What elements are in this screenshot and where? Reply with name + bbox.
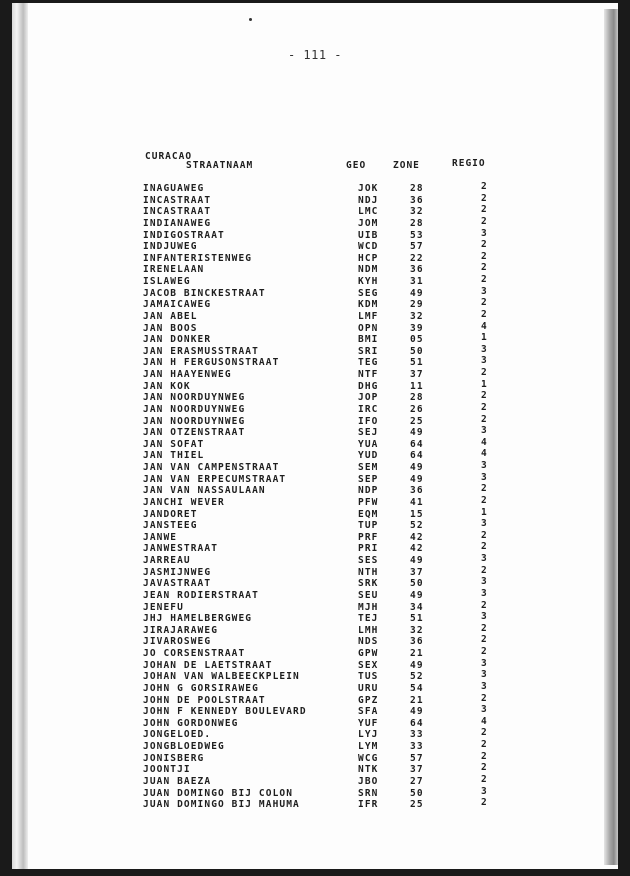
zone-number: 53 (410, 229, 424, 241)
table-row (133, 564, 513, 579)
table-row (133, 206, 513, 218)
street-name: JANWESTRAAT (143, 543, 219, 555)
page-number: - 111 - (287, 48, 343, 62)
street-name: JIRAJARAWEG (143, 624, 219, 636)
document-page (12, 3, 618, 869)
table-row (133, 241, 513, 253)
regio-number: 3 (481, 471, 488, 483)
regio-number: 2 (481, 262, 488, 274)
regio-number: 2 (481, 308, 488, 320)
geo-code: SRN (358, 787, 379, 799)
zone-number: 49 (410, 659, 424, 671)
street-name: JAN SOFAT (143, 438, 205, 450)
zone-number: 31 (410, 276, 424, 287)
regio-number: 2 (481, 541, 488, 553)
table-row (133, 520, 513, 532)
street-name: ISLAWEG (143, 276, 191, 287)
street-name: JAN THIEL (143, 450, 205, 462)
geo-code: SEJ (358, 427, 379, 439)
page-binding-shadow (12, 3, 28, 869)
zone-number: 25 (410, 415, 424, 427)
geo-code: SEX (358, 659, 379, 671)
zone-number: 15 (410, 508, 424, 520)
zone-number: 32 (410, 624, 424, 636)
column-header-zone: ZONE (393, 160, 420, 171)
zone-number: 26 (410, 403, 424, 415)
geo-code: SEM (358, 462, 379, 473)
street-name: JANDORET (143, 508, 198, 520)
geo-code: PRF (358, 531, 379, 543)
regio-number: 2 (481, 367, 488, 378)
regio-number: 3 (481, 460, 488, 471)
regio-number: 2 (481, 750, 488, 762)
regio-number: 2 (481, 773, 488, 785)
street-name: JARREAU (143, 555, 191, 566)
zone-number: 50 (410, 345, 424, 357)
street-name: JOHAN DE LAETSTRAAT (143, 659, 273, 671)
table-row (133, 764, 513, 776)
table-row (133, 299, 513, 311)
regio-number: 3 (481, 587, 488, 599)
table-row (133, 308, 513, 323)
geo-code: URU (358, 682, 379, 694)
zone-number: 41 (410, 496, 424, 508)
geo-code: EQM (358, 508, 379, 520)
geo-code: SRK (358, 578, 379, 590)
geo-code: SEG (358, 287, 379, 299)
geo-code: IRC (358, 403, 379, 415)
regio-number: 2 (481, 215, 488, 227)
zone-number: 28 (410, 217, 424, 229)
zone-number: 37 (410, 566, 424, 578)
geo-code: HCP (358, 252, 379, 264)
zone-number: 64 (410, 438, 424, 450)
geo-code: IFR (358, 799, 379, 811)
table-row (133, 250, 513, 265)
geo-code: SFA (358, 706, 379, 718)
geo-code: NTH (358, 566, 379, 578)
geo-code: DHG (358, 380, 379, 392)
street-name: JOHAN VAN WALBEECKPLEIN (143, 671, 300, 683)
table-row (133, 320, 513, 335)
street-name: JAN NOORDUYNWEG (143, 415, 246, 427)
table-row (133, 369, 513, 381)
regio-number: 3 (481, 518, 488, 530)
table-row (133, 692, 513, 707)
regio-number: 2 (481, 622, 488, 634)
zone-number: 05 (410, 334, 424, 346)
regio-number: 4 (481, 448, 488, 460)
geo-code: PRI (358, 543, 379, 555)
regio-number: 3 (481, 657, 488, 669)
geo-code: TUP (358, 520, 379, 532)
street-name: JAN NOORDUYNWEG (143, 392, 246, 404)
geo-code: TEG (358, 357, 379, 369)
geo-code: JOP (358, 392, 379, 404)
street-name: INDIANAWEG (143, 217, 212, 229)
geo-code: NDP (358, 485, 379, 497)
table-row (133, 599, 513, 614)
geo-code: TUS (358, 671, 379, 683)
table-row (133, 636, 513, 648)
regio-number: 3 (481, 785, 488, 797)
zone-number: 49 (410, 427, 424, 439)
geo-code: PFW (358, 496, 379, 508)
table-row (133, 264, 513, 276)
regio-number: 2 (481, 797, 488, 809)
table-row (133, 183, 513, 195)
geo-code: YUD (358, 450, 379, 462)
zone-number: 49 (410, 555, 424, 566)
zone-number: 49 (410, 287, 424, 299)
table-row (133, 622, 513, 637)
zone-number: 50 (410, 578, 424, 590)
regio-number: 3 (481, 669, 488, 681)
zone-number: 42 (410, 531, 424, 543)
zone-number: 57 (410, 241, 424, 253)
street-name: JOHN F KENNEDY BOULEVARD (143, 706, 307, 718)
zone-number: 27 (410, 775, 424, 787)
zone-number: 64 (410, 450, 424, 462)
regio-number: 2 (481, 297, 488, 309)
geo-code: WCG (358, 752, 379, 764)
geo-code: NTK (358, 764, 379, 776)
zone-number: 51 (410, 357, 424, 369)
zone-number: 21 (410, 648, 424, 659)
street-table (133, 183, 513, 811)
zone-number: 36 (410, 636, 424, 648)
zone-number: 37 (410, 369, 424, 380)
zone-number: 49 (410, 706, 424, 718)
zone-number: 28 (410, 392, 424, 404)
regio-number: 2 (481, 274, 488, 285)
table-row (133, 657, 513, 672)
geo-code: MJH (358, 601, 379, 613)
geo-code: SEU (358, 589, 379, 601)
table-row (133, 506, 513, 521)
street-name: JAN VAN ERPECUMSTRAAT (143, 473, 287, 485)
regio-number: 4 (481, 320, 488, 332)
zone-number: 39 (410, 322, 424, 334)
zone-number: 52 (410, 671, 424, 683)
street-name: INDJUWEG (143, 241, 198, 253)
table-row (133, 485, 513, 497)
street-name: JUAN BAEZA (143, 775, 212, 787)
regio-number: 2 (481, 727, 488, 739)
regio-number: 2 (481, 204, 488, 216)
column-header-regio: REGIO (452, 158, 486, 169)
regio-number: 2 (481, 634, 488, 646)
street-name: JANWE (143, 531, 178, 543)
table-row (133, 680, 513, 695)
zone-number: 33 (410, 741, 424, 752)
table-row (133, 227, 513, 242)
table-row (133, 587, 513, 602)
regio-number: 2 (481, 599, 488, 611)
column-header-geo: GEO (346, 160, 367, 171)
regio-number: 2 (481, 564, 488, 576)
zone-number: 28 (410, 183, 424, 194)
street-name: JOHN DE POOLSTRAAT (143, 694, 266, 706)
regio-number: 2 (481, 483, 488, 495)
table-row (133, 578, 513, 590)
zone-number: 36 (410, 264, 424, 276)
table-row (133, 613, 513, 625)
geo-code: NDJ (358, 194, 379, 206)
zone-number: 34 (410, 601, 424, 613)
regio-number: 3 (481, 227, 488, 239)
table-row (133, 715, 513, 730)
street-name: JAN DONKER (143, 334, 212, 346)
zone-number: 52 (410, 520, 424, 532)
scan-speck (249, 18, 252, 21)
regio-number: 2 (481, 413, 488, 425)
zone-number: 32 (410, 206, 424, 218)
table-row (133, 648, 513, 660)
geo-code: SEP (358, 473, 379, 485)
geo-code: NTF (358, 369, 379, 380)
geo-code: KYH (358, 276, 379, 287)
geo-code: YUF (358, 717, 379, 729)
street-name: JONGBLOEDWEG (143, 741, 225, 752)
geo-code: SRI (358, 345, 379, 357)
regio-number: 2 (481, 529, 488, 541)
street-name: JONISBERG (143, 752, 205, 764)
regio-number: 4 (481, 436, 488, 448)
geo-code: LMH (358, 624, 379, 636)
regio-number: 1 (481, 378, 488, 390)
table-row (133, 436, 513, 451)
table-row (133, 741, 513, 753)
regio-number: 3 (481, 704, 488, 716)
street-name: INFANTERISTENWEG (143, 252, 253, 264)
street-name: JAN ABEL (143, 310, 198, 322)
table-row (133, 450, 513, 462)
table-row (133, 494, 513, 509)
geo-code: WCD (358, 241, 379, 253)
street-name: JAN VAN NASSAULAAN (143, 485, 266, 497)
geo-code: OPN (358, 322, 379, 334)
column-header-straatnaam: STRAATNAAM (186, 160, 254, 171)
geo-code: LMC (358, 206, 379, 218)
street-name: INCASTRAAT (143, 194, 212, 206)
zone-number: 64 (410, 717, 424, 729)
zone-number: 37 (410, 764, 424, 776)
table-row (133, 750, 513, 765)
geo-code: JOM (358, 217, 379, 229)
zone-number: 51 (410, 613, 424, 625)
street-name: JO CORSENSTRAAT (143, 648, 246, 659)
street-name: JANCHI WEVER (143, 496, 225, 508)
regio-number: 2 (481, 181, 488, 192)
street-name: JASMIJNWEG (143, 566, 212, 578)
geo-code: JOK (358, 183, 379, 194)
table-row (133, 462, 513, 474)
street-name: JAN OTZENSTRAAT (143, 427, 246, 439)
geo-code: TEJ (358, 613, 379, 625)
geo-code: JBO (358, 775, 379, 787)
zone-number: 33 (410, 729, 424, 741)
street-name: JAN VAN CAMPENSTRAAT (143, 462, 280, 473)
table-row (133, 343, 513, 358)
geo-code: GPW (358, 648, 379, 659)
street-name: JAN H FERGUSONSTRAAT (143, 357, 280, 369)
geo-code: LYJ (358, 729, 379, 741)
table-row (133, 785, 513, 800)
street-name: JOHN G GORSIRAWEG (143, 682, 259, 694)
regio-number: 2 (481, 401, 488, 413)
zone-number: 57 (410, 752, 424, 764)
street-name: INCASTRAAT (143, 206, 212, 218)
street-name: JAN ERASMUSSTRAAT (143, 345, 259, 357)
regio-number: 3 (481, 553, 488, 564)
street-name: JOONTJI (143, 764, 191, 776)
street-name: JAN HAAYENWEG (143, 369, 232, 380)
regio-number: 2 (481, 390, 488, 402)
street-name: JOHN GORDONWEG (143, 717, 239, 729)
street-name: JUAN DOMINGO BIJ COLON (143, 787, 294, 799)
table-row (133, 192, 513, 207)
regio-number: 2 (481, 646, 488, 657)
street-name: JAMAICAWEG (143, 299, 212, 311)
regio-number: 2 (481, 762, 488, 774)
table-row (133, 357, 513, 369)
zone-number: 32 (410, 310, 424, 322)
table-row (133, 285, 513, 300)
street-name: JUAN DOMINGO BIJ MAHUMA (143, 799, 300, 811)
street-name: JAN BOOS (143, 322, 198, 334)
page-edge-shadow (604, 9, 618, 865)
street-name: INDIGOSTRAAT (143, 229, 225, 241)
regio-number: 3 (481, 343, 488, 355)
regio-number: 1 (481, 506, 488, 518)
street-name: JAVASTRAAT (143, 578, 212, 590)
table-row (133, 529, 513, 544)
geo-code: LYM (358, 741, 379, 752)
geo-code: NDM (358, 264, 379, 276)
table-row (133, 401, 513, 416)
geo-code: GPZ (358, 694, 379, 706)
street-name: JHJ HAMELBERGWEG (143, 613, 253, 625)
regio-number: 2 (481, 739, 488, 750)
geo-code: UIB (358, 229, 379, 241)
geo-code: LMF (358, 310, 379, 322)
zone-number: 11 (410, 380, 424, 392)
street-name: INAGUAWEG (143, 183, 205, 194)
table-row (133, 215, 513, 230)
region-heading: CURACAO (145, 151, 193, 162)
street-name: JAN NOORDUYNWEG (143, 403, 246, 415)
table-row (133, 543, 513, 555)
street-name: JACOB BINCKESTRAAT (143, 287, 266, 299)
regio-number: 3 (481, 611, 488, 623)
zone-number: 50 (410, 787, 424, 799)
table-row (133, 773, 513, 788)
table-row (133, 799, 513, 811)
zone-number: 22 (410, 252, 424, 264)
regio-number: 3 (481, 355, 488, 367)
regio-number: 3 (481, 680, 488, 692)
street-name: JEAN RODIERSTRAAT (143, 589, 259, 601)
geo-code: NDS (358, 636, 379, 648)
zone-number: 25 (410, 799, 424, 811)
zone-number: 49 (410, 473, 424, 485)
regio-number: 2 (481, 239, 488, 251)
table-row (133, 471, 513, 486)
regio-number: 3 (481, 285, 488, 297)
zone-number: 29 (410, 299, 424, 311)
geo-code: YUA (358, 438, 379, 450)
zone-number: 21 (410, 694, 424, 706)
street-name: JIVAROSWEG (143, 636, 212, 648)
table-row (133, 729, 513, 741)
street-name: JAN KOK (143, 380, 191, 392)
table-row (133, 671, 513, 683)
geo-code: IFO (358, 415, 379, 427)
regio-number: 2 (481, 494, 488, 506)
zone-number: 54 (410, 682, 424, 694)
regio-number: 2 (481, 692, 488, 704)
regio-number: 1 (481, 332, 488, 344)
zone-number: 49 (410, 589, 424, 601)
regio-number: 2 (481, 250, 488, 262)
zone-number: 49 (410, 462, 424, 473)
table-row (133, 555, 513, 567)
street-name: JANSTEEG (143, 520, 198, 532)
street-name: IRENELAAN (143, 264, 205, 276)
street-name: JONGELOED. (143, 729, 212, 741)
regio-number: 4 (481, 715, 488, 727)
table-row (133, 276, 513, 288)
geo-code: KDM (358, 299, 379, 311)
table-row (133, 378, 513, 393)
table-row (133, 427, 513, 439)
regio-number: 2 (481, 192, 488, 204)
table-row (133, 334, 513, 346)
zone-number: 42 (410, 543, 424, 555)
table-row (133, 392, 513, 404)
zone-number: 36 (410, 485, 424, 497)
street-name: JENEFU (143, 601, 184, 613)
table-row (133, 706, 513, 718)
regio-number: 3 (481, 425, 488, 437)
zone-number: 36 (410, 194, 424, 206)
regio-number: 3 (481, 576, 488, 588)
geo-code: SES (358, 555, 379, 566)
table-row (133, 413, 513, 428)
geo-code: BMI (358, 334, 379, 346)
